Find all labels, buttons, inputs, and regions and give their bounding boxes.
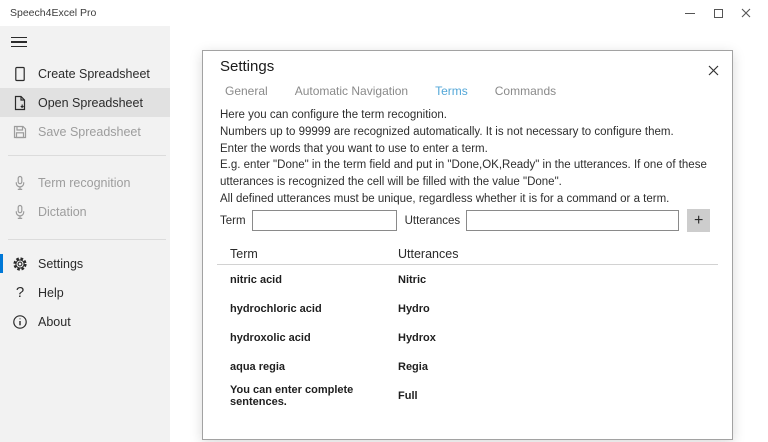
sidebar-item-about[interactable]: [0, 307, 170, 336]
description-line: Numbers up to 99999 are recognized automatically. It is not necessary to configure them.: [220, 125, 674, 138]
dialog-title: Settings: [220, 58, 275, 75]
term-cell: hydrochloric acid: [230, 302, 322, 315]
sidebar-item-label: About: [38, 314, 71, 329]
settings-tabs: [225, 84, 556, 98]
save-icon: [10, 124, 30, 140]
sidebar-item-label: Save Spreadsheet: [38, 124, 141, 139]
table-row[interactable]: [203, 323, 734, 352]
term-input[interactable]: [252, 210, 397, 231]
add-term-button[interactable]: [687, 209, 710, 232]
help-icon: ?: [15, 284, 25, 301]
window-controls: [676, 0, 760, 26]
microphone-icon: [10, 175, 30, 191]
terms-description: [220, 107, 725, 208]
column-header-term: Term: [230, 247, 258, 261]
plus-icon: +: [694, 212, 704, 229]
window-title: Speech4Excel Pro: [10, 7, 97, 19]
hamburger-menu-button[interactable]: [11, 33, 27, 51]
close-window-button[interactable]: [732, 0, 760, 26]
add-term-form: [220, 209, 718, 232]
utterances-cell: Hydro: [398, 302, 430, 315]
new-spreadsheet-icon: [10, 66, 30, 82]
terms-table: [203, 247, 734, 410]
sidebar-item-label: Help: [38, 285, 64, 300]
tab-terms[interactable]: Terms: [435, 84, 468, 98]
maximize-icon: [714, 9, 723, 18]
sidebar-item-label: Settings: [38, 256, 84, 271]
term-label: Term: [220, 214, 246, 227]
utterances-input[interactable]: [466, 210, 679, 231]
description-line: E.g. enter "Done" in the term field and put in "Done,OK,Ready" in the utterances. If one of these utterances is recognized the cell will be filled with the value "Done".: [220, 159, 707, 189]
settings-dialog: [202, 50, 733, 440]
term-cell: You can enter complete sentences.: [230, 383, 354, 408]
gear-icon: [10, 256, 30, 272]
description-line: Here you can configure the term recognition.: [220, 109, 447, 121]
sidebar-item-settings[interactable]: [0, 249, 170, 278]
sidebar-item-dictation[interactable]: [0, 197, 170, 226]
minimize-icon: [685, 13, 695, 14]
sidebar-item-open-spreadsheet[interactable]: [0, 88, 170, 117]
table-row[interactable]: [203, 265, 734, 294]
sidebar-item-label: Dictation: [38, 204, 87, 219]
sidebar-item-save-spreadsheet[interactable]: [0, 117, 170, 146]
maximize-button[interactable]: [704, 0, 732, 26]
sidebar: [0, 26, 170, 442]
sidebar-item-label: Term recognition: [38, 175, 131, 190]
sidebar-item-label: Open Spreadsheet: [38, 95, 143, 110]
term-cell: aqua regia: [230, 360, 286, 373]
dialog-close-button[interactable]: [704, 61, 722, 79]
sidebar-item-label: Create Spreadsheet: [38, 66, 150, 81]
info-icon: [10, 314, 30, 330]
close-icon: [708, 65, 719, 76]
description-line: All defined utterances must be unique, regardless whether it is for a command or a term.: [220, 192, 670, 205]
utterances-cell: Regia: [398, 360, 428, 373]
sidebar-item-term-recognition[interactable]: [0, 168, 170, 197]
tab-commands[interactable]: Commands: [494, 84, 557, 98]
sidebar-item-create-spreadsheet[interactable]: [0, 59, 170, 88]
sidebar-nav: [0, 59, 170, 336]
tab-general[interactable]: General: [225, 84, 268, 98]
hamburger-icon: [11, 37, 27, 39]
close-icon: [741, 8, 751, 18]
terms-table-rows: [203, 265, 734, 410]
sidebar-divider: [8, 239, 166, 240]
term-cell: nitric acid: [230, 273, 282, 286]
sidebar-item-help[interactable]: [0, 278, 170, 307]
description-line: Enter the words that you want to use to enter a term.: [220, 142, 488, 155]
terms-table-header: [203, 247, 734, 263]
active-indicator: [0, 254, 3, 273]
table-row[interactable]: [203, 294, 734, 323]
minimize-button[interactable]: [676, 0, 704, 26]
term-cell: hydroxolic acid: [230, 331, 311, 344]
utterances-cell: Nitric: [398, 273, 427, 286]
column-header-utterances: Utterances: [398, 247, 459, 261]
utterances-cell: Hydrox: [398, 331, 436, 344]
table-row[interactable]: [203, 352, 734, 381]
open-spreadsheet-icon: [10, 95, 30, 111]
titlebar: [0, 0, 768, 26]
microphone-icon: [10, 204, 30, 220]
table-row[interactable]: [203, 381, 734, 410]
tab-automatic-navigation[interactable]: Automatic Navigation: [294, 84, 409, 98]
utterances-label: Utterances: [404, 214, 461, 227]
sidebar-divider: [8, 155, 166, 156]
utterances-cell: Full: [398, 389, 418, 402]
